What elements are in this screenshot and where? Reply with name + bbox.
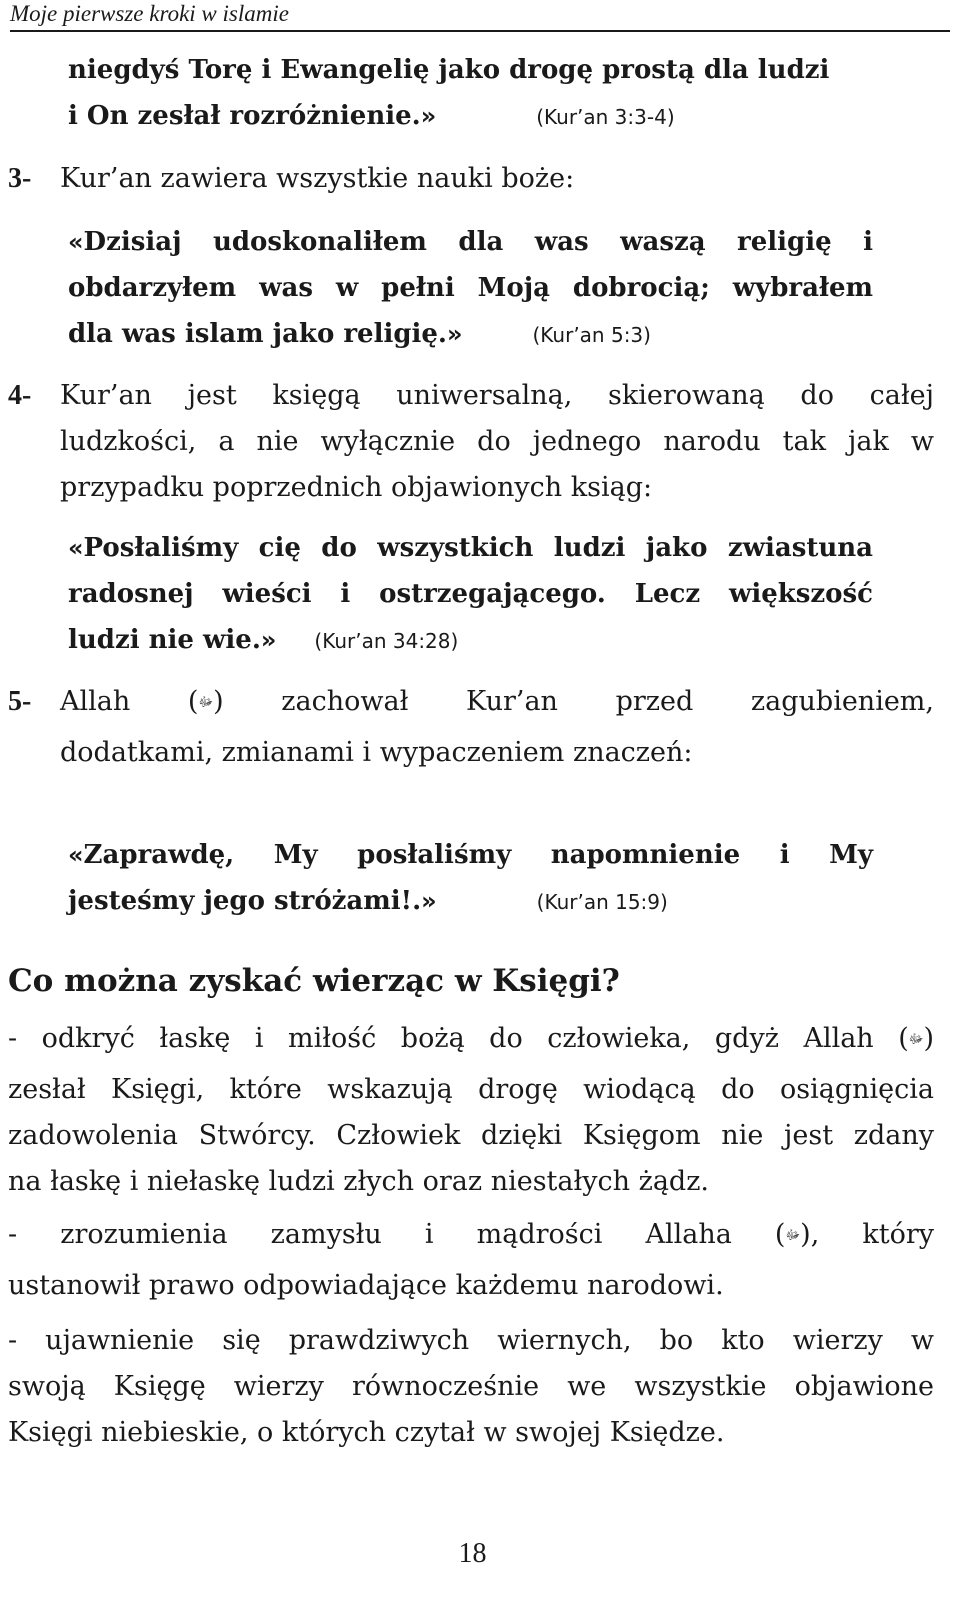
quran-reference: (Kur’an 34:28) <box>314 629 459 653</box>
point-4 <box>8 373 934 511</box>
quote-line: «Posłaliśmy cię do wszystkich ludzi jako zwiastuna <box>68 533 873 563</box>
quote-line: niegdyś Torę i Ewangelię jako drogę prostą dla ludzi <box>68 55 830 85</box>
quote-line: radosnej wieści i ostrzegającego. Lecz większość <box>68 579 873 609</box>
bullet-1 <box>8 1016 934 1205</box>
bullet-text-line: - odkryć łaskę i miłość bożą do człowieka, gdyż Allah (ﷻ) <box>8 1016 934 1067</box>
point-text-line: Allah (ﷻ) zachował Kur’an przed zagubieniem, <box>60 679 934 730</box>
quote-line: obdarzyłem was w pełni Moją dobrocią; wybrałem <box>68 273 873 303</box>
allah-honorific-icon: ﷻ <box>198 695 214 710</box>
quote-line: «Zaprawdę, My posłaliśmy napomnienie i My <box>68 840 873 870</box>
bullet-2 <box>8 1212 934 1309</box>
quote-text: dla was islam jako religię. <box>68 319 447 349</box>
page-number: 18 <box>458 1538 487 1569</box>
running-header <box>10 0 950 32</box>
closing-ornament-icon: » <box>420 102 437 130</box>
point-text-line: przypadku poprzednich objawionych ksiąg: <box>60 472 653 503</box>
point-text-line: Kur’an jest księgą uniwersalną, skierowaną do całej <box>60 380 934 411</box>
point-number: 5- <box>8 686 32 717</box>
quote-line <box>68 617 873 664</box>
point-5 <box>8 679 934 776</box>
bullet-text-line: - ujawnienie się prawdziwych wiernych, bo kto wierzy w <box>8 1325 934 1356</box>
point-number: 3- <box>8 163 32 194</box>
quote-line: «Dzisiaj udoskonaliłem dla was waszą religię i <box>68 227 873 257</box>
quote-3-3 <box>68 47 873 140</box>
quote-line <box>68 93 873 140</box>
bullet-text-line: na łaskę i niełaskę ludzi złych oraz niestałych żądz. <box>8 1166 710 1197</box>
quote-5-3 <box>68 219 873 358</box>
quran-reference: (Kur’an 3:3-4) <box>536 105 675 129</box>
header-title: Moje pierwsze kroki w islamie <box>10 1 289 26</box>
quote-text: i On zesłał rozróżnienie. <box>68 101 421 131</box>
quote-34-28 <box>68 525 873 664</box>
opening-ornament-icon: « <box>68 534 84 562</box>
closing-ornament-icon: » <box>421 887 437 915</box>
point-text: Kur’an zawiera wszystkie nauki boże: <box>60 163 575 194</box>
quote-text: ludzi nie wie. <box>68 625 261 655</box>
section-heading: Co można zyskać wierząc w Księgi? <box>8 963 620 999</box>
quote-text: jesteśmy jego stróżami!. <box>68 886 422 916</box>
quran-reference: (Kur’an 15:9) <box>536 890 668 914</box>
bullet-text-line: ustanowił prawo odpowiadające każdemu narodowi. <box>8 1270 724 1301</box>
opening-ornament-icon: « <box>68 841 84 869</box>
opening-ornament-icon: « <box>68 228 84 256</box>
quran-reference: (Kur’an 5:3) <box>532 323 651 347</box>
closing-ornament-icon: » <box>260 626 277 654</box>
bullet-text-line: - zrozumienia zamysłu i mądrości Allaha (ﷻ), który <box>8 1212 934 1263</box>
point-text-line: dodatkami, zmianami i wypaczeniem znaczeń: <box>60 737 693 768</box>
quote-line <box>68 878 873 925</box>
bullet-text-line: swoją Księgę wierzy równocześnie we wszystkie objawione <box>8 1371 934 1402</box>
bullet-text-line: Księgi niebieskie, o których czytał w swojej Księdze. <box>8 1417 725 1448</box>
quote-15-9 <box>68 832 873 925</box>
point-text-line: ludzkości, a nie wyłącznie do jednego narodu tak jak w <box>60 426 934 457</box>
point-number: 4- <box>8 380 32 411</box>
bullet-text-line: zadowolenia Stwórcy. Człowiek dzięki Księgom nie jest zdany <box>8 1120 934 1151</box>
point-3 <box>8 156 908 202</box>
quote-line <box>68 311 873 358</box>
bullet-3 <box>8 1318 934 1456</box>
closing-ornament-icon: » <box>446 320 463 348</box>
bullet-text-line: zesłał Księgi, które wskazują drogę wiodącą do osiągnięcia <box>8 1074 934 1105</box>
allah-honorific-icon: ﷻ <box>785 1228 801 1243</box>
allah-honorific-icon: ﷻ <box>908 1032 924 1047</box>
